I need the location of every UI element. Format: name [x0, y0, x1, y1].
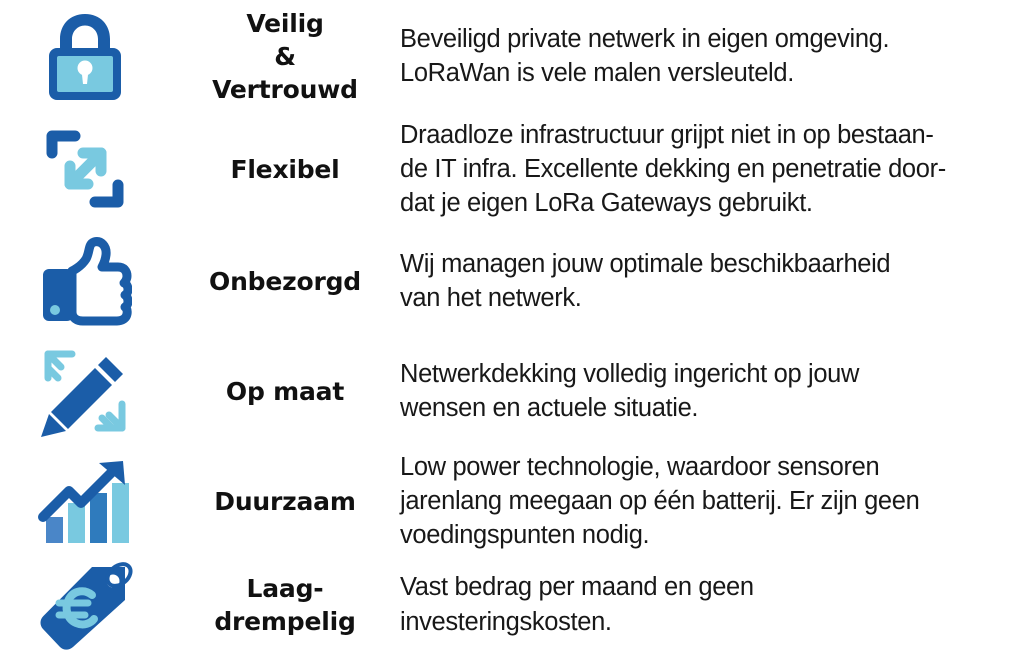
feature-row	[0, 112, 1024, 226]
feature-icon-cell	[0, 446, 170, 556]
feature-title	[226, 375, 344, 408]
feature-description-line: LoRaWan is vele malen versleuteld.	[400, 59, 794, 87]
growth-chart-icon	[37, 455, 133, 547]
feature-icon-cell	[0, 112, 170, 226]
feature-description-cell	[400, 446, 1024, 556]
feature-description-cell	[400, 556, 1024, 653]
feature-description-line: Wij managen jouw optimale beschikbaarheid	[400, 249, 891, 278]
feature-title-line: Duurzaam	[214, 486, 356, 516]
feature-description-line: dat je eigen LoRa Gateways gebruikt.	[400, 189, 813, 218]
feature-description	[400, 450, 919, 553]
feature-icon-cell	[0, 336, 170, 446]
feature-description-line: Vast bedrag per maand en geen	[400, 573, 754, 602]
feature-description-line: Low power technologie, waardoor sensoren	[400, 452, 880, 481]
feature-title-line: Veilig	[246, 8, 324, 38]
feature-title-cell	[170, 336, 400, 446]
feature-description-line: Beveiligd private netwerk in eigen omgeving.	[400, 24, 890, 53]
expand-arrows-icon	[39, 123, 131, 215]
feature-description	[400, 357, 859, 426]
pencil-ruler-icon	[35, 345, 135, 437]
lock-icon	[42, 8, 128, 104]
feature-title-line: Onbezorgd	[209, 266, 361, 296]
feature-title-line: Laag-	[246, 573, 324, 603]
feature-title-line: &	[274, 41, 296, 71]
feature-description-cell	[400, 112, 1024, 226]
feature-description-line: wensen en actuele situatie.	[400, 394, 699, 422]
feature-title	[230, 153, 339, 186]
feature-row	[0, 0, 1024, 112]
feature-row	[0, 556, 1024, 653]
price-tag-euro-icon	[35, 559, 135, 651]
feature-title	[214, 572, 355, 638]
feature-title-cell	[170, 556, 400, 653]
thumbs-up-icon	[38, 236, 132, 326]
feature-title-line: drempelig	[214, 606, 356, 636]
feature-row	[0, 226, 1024, 336]
feature-description-line: voedingspunten nodig.	[400, 521, 650, 550]
feature-title-cell	[170, 446, 400, 556]
feature-description-line: de IT infra. Excellente dekking en penetratie door-	[400, 154, 946, 183]
feature-title-cell	[170, 0, 400, 112]
feature-title-cell	[170, 226, 400, 336]
feature-description-cell	[400, 336, 1024, 446]
feature-title	[212, 7, 358, 106]
feature-description	[400, 570, 754, 639]
feature-title	[209, 265, 361, 298]
feature-description-line: van het netwerk.	[400, 284, 582, 312]
feature-description-line: Draadloze infrastructuur grijpt niet in op bestaan-	[400, 120, 934, 149]
feature-icon-cell	[0, 556, 170, 653]
feature-description	[400, 22, 889, 91]
feature-title-cell	[170, 112, 400, 226]
feature-description-line: Netwerkdekking volledig ingericht op jouw	[400, 359, 860, 388]
feature-description	[400, 247, 890, 316]
feature-title-line: Vertrouwd	[212, 74, 358, 104]
feature-description-cell	[400, 0, 1024, 112]
feature-row	[0, 336, 1024, 446]
feature-description-line: jarenlang meegaan op één batterij. Er zijn geen	[400, 486, 920, 515]
feature-title-line: Op maat	[225, 376, 345, 406]
feature-title	[214, 485, 355, 518]
feature-icon-cell	[0, 0, 170, 112]
feature-title-line: Flexibel	[230, 154, 340, 184]
feature-row	[0, 446, 1024, 556]
feature-description	[400, 118, 946, 221]
feature-description-cell	[400, 226, 1024, 336]
feature-icon-cell	[0, 226, 170, 336]
feature-description-line: investeringskosten.	[400, 607, 612, 636]
